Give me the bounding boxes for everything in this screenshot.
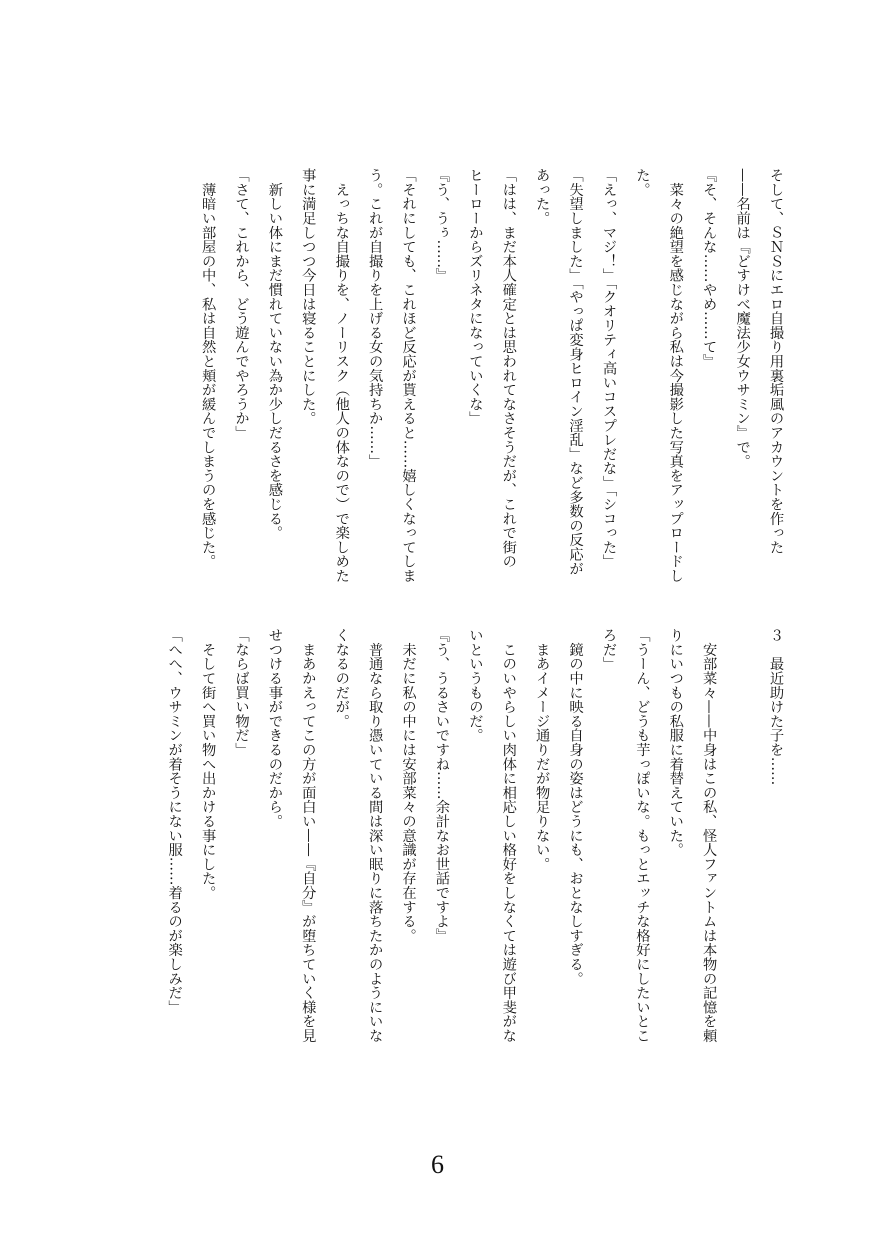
text-line: えっちな自撮りを、ノーリスク（他人の体なので）で楽しめた <box>333 168 350 583</box>
text-line: ろだ」 <box>600 628 617 671</box>
text-line: 「ならば買い物だ」 <box>233 628 250 757</box>
text-line: 普通なら取り憑いている間は深い眠りに落ちたかのようにいな <box>367 628 384 1043</box>
text-line: 「それにしても、これほど反応が貰えると……嬉しくなってしま <box>400 168 417 583</box>
text-line: そして、ＳＮＳにエロ自撮り用裏垢風のアカウントを作った <box>768 168 784 555</box>
text-line: 菜々の絶望を感じながら私は今撮影した写真をアップロードし <box>667 168 684 583</box>
text-line: 「えっ、マジ！」「クオリティ高いコスプレだな」「シコった」 <box>600 168 617 569</box>
text-line: まあかえってこの方が面白い——『自分』が堕ちていく様を見 <box>300 628 317 1043</box>
text-line: 「へへ、ウサミンが着そうにない服……着るのが楽しみだ」 <box>166 628 183 1015</box>
text-line: そして街へ買い物へ出かける事にした。 <box>200 628 217 900</box>
text-line: まあイメージ通りだが物足りない。 <box>534 628 551 872</box>
text-line: 「さて、これから、どう遊んでやろうか」 <box>233 168 250 440</box>
text-line: 「うーん、どうも芋っぽいな。もっとエッチな格好にしたいとこ <box>634 628 651 1043</box>
text-line: ３ 最近助けた子を…… <box>768 628 784 786</box>
text-line <box>725 628 758 1058</box>
text-line: 『そ、そんな……やめ……て』 <box>701 168 718 369</box>
text-line: 新しい体にまだ慣れていない為か少しだるさを感じる。 <box>266 168 283 540</box>
text-line: くなるのだが。 <box>333 628 350 729</box>
text-line: た。 <box>634 168 651 197</box>
text-block-bottom <box>157 628 792 1058</box>
text-line: 「失望しました」「やっぱ変身ヒロイン淫乱」など多数の反応が <box>567 168 584 576</box>
text-line: う。これが自撮りを上げる女の気持ちか……」 <box>367 168 384 469</box>
text-line: 『う、うるさいですね……余計なお世話ですよ』 <box>433 628 450 943</box>
text-line: あった。 <box>534 168 551 226</box>
text-line: 「はは、まだ本人確定とは思われてなさそうだが、これで街の <box>500 168 517 569</box>
text-line: 未だに私の中には安部菜々の意識が存在する。 <box>400 628 417 943</box>
text-line: りにいつもの私服に着替えていた。 <box>667 628 684 857</box>
text-line: 安部菜々——中身はこの私、怪人ファントムは本物の記憶を頼 <box>701 628 718 1043</box>
text-line: ——名前は『どすけべ魔法少女ウサミン』で。 <box>734 168 751 469</box>
text-line: 事に満足しつつ今日は寝ることにした。 <box>300 168 317 426</box>
text-line: ヒーローからズリネタになっていくな」 <box>467 168 484 426</box>
text-line: 薄暗い部屋の中、私は自然と頬が緩んでしまうのを感じた。 <box>200 168 217 569</box>
text-block-top <box>191 168 792 598</box>
page-number: 6 <box>431 1150 444 1179</box>
text-line: せつける事ができるのだから。 <box>266 628 283 829</box>
text-line: 鏡の中に映る自身の姿はどうにも、おとなしすぎる。 <box>567 628 584 986</box>
text-line: いというものだ。 <box>467 628 484 743</box>
text-line: 『う、うぅ……』 <box>433 168 450 283</box>
text-line: このいやらしい肉体に相応しい格好をしなくては遊び甲斐がな <box>500 628 517 1043</box>
